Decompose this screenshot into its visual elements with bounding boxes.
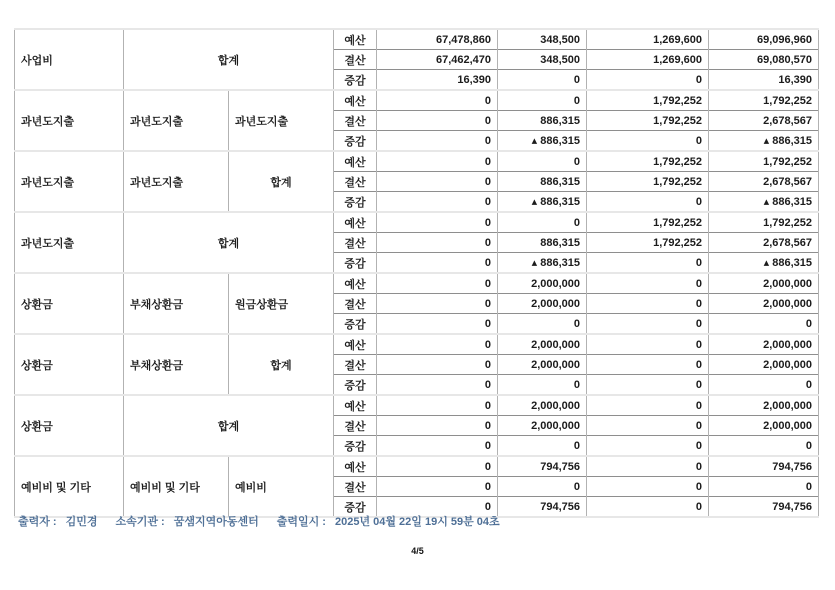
table-row: [15, 212, 819, 233]
amount-cell: 0: [498, 212, 587, 233]
category-cell: 과년도지출: [15, 151, 124, 212]
amount-cell: 0: [709, 375, 819, 396]
amount-cell: 67,478,860: [377, 29, 498, 50]
amount-cell: 0: [498, 314, 587, 335]
table-row: [15, 90, 819, 111]
amount-cell: 0: [587, 253, 709, 274]
amount-cell: 0: [587, 294, 709, 314]
category-cell: 과년도지출: [124, 90, 229, 151]
category-cell: 합계: [124, 212, 334, 273]
amount-cell: 1,792,252: [587, 233, 709, 253]
amount-cell: 2,000,000: [498, 273, 587, 294]
category-cell: 합계: [124, 29, 334, 90]
amount-cell: 0: [587, 273, 709, 294]
amount-cell: 1,792,252: [587, 90, 709, 111]
category-cell: 상환금: [15, 273, 124, 334]
amount-cell: 2,000,000: [709, 416, 819, 436]
row-type-label: 증감: [334, 497, 377, 518]
amount-cell: 2,000,000: [709, 273, 819, 294]
amount-cell: 0: [377, 233, 498, 253]
amount-cell: 2,678,567: [709, 233, 819, 253]
amount-cell: 0: [377, 436, 498, 457]
budget-settlement-table: [14, 28, 819, 518]
category-cell: 상환금: [15, 395, 124, 456]
amount-cell: 0: [587, 436, 709, 457]
row-type-label: 예산: [334, 151, 377, 172]
category-cell: 부채상환금: [124, 273, 229, 334]
amount-cell: 0: [709, 436, 819, 457]
printed-by-value: 김민경: [65, 516, 98, 528]
table-row: [15, 334, 819, 355]
amount-cell: 2,000,000: [498, 334, 587, 355]
category-cell: 예비비 및 기타: [124, 456, 229, 517]
print-footer: [18, 513, 500, 529]
amount-cell: 2,000,000: [498, 416, 587, 436]
row-type-label: 증감: [334, 375, 377, 396]
row-type-label: 증감: [334, 70, 377, 91]
amount-cell: 1,269,600: [587, 29, 709, 50]
row-type-label: 예산: [334, 90, 377, 111]
amount-cell: 16,390: [709, 70, 819, 91]
row-type-label: 예산: [334, 334, 377, 355]
amount-cell: 0: [709, 314, 819, 335]
amount-cell: 2,000,000: [498, 294, 587, 314]
amount-cell: 1,269,600: [587, 50, 709, 70]
amount-cell: 0: [498, 151, 587, 172]
amount-cell: ▴ 886,315: [498, 192, 587, 213]
amount-cell: 0: [377, 90, 498, 111]
category-cell: 과년도지출: [15, 90, 124, 151]
amount-cell: 886,315: [498, 233, 587, 253]
row-type-label: 증감: [334, 192, 377, 213]
amount-cell: 67,462,470: [377, 50, 498, 70]
amount-cell: 794,756: [498, 497, 587, 518]
amount-cell: 794,756: [709, 497, 819, 518]
row-type-label: 결산: [334, 294, 377, 314]
amount-cell: 2,678,567: [709, 172, 819, 192]
amount-cell: 0: [587, 314, 709, 335]
amount-cell: 0: [377, 192, 498, 213]
amount-cell: ▴ 886,315: [498, 253, 587, 274]
category-cell: 원금상환금: [229, 273, 334, 334]
amount-cell: 0: [587, 334, 709, 355]
amount-cell: 0: [377, 212, 498, 233]
amount-cell: 348,500: [498, 50, 587, 70]
printed-at-value: 2025년 04월 22일 19시 59분 04초: [334, 516, 500, 528]
amount-cell: 0: [377, 477, 498, 497]
amount-cell: 69,080,570: [709, 50, 819, 70]
amount-cell: 2,000,000: [709, 294, 819, 314]
amount-cell: 0: [587, 456, 709, 477]
page-indicator: 4/5: [411, 546, 424, 556]
row-type-label: 증감: [334, 436, 377, 457]
amount-cell: 0: [587, 131, 709, 152]
category-cell: 과년도지출: [124, 151, 229, 212]
amount-cell: 0: [498, 375, 587, 396]
row-type-label: 결산: [334, 233, 377, 253]
amount-cell: ▴ 886,315: [709, 253, 819, 274]
amount-cell: 0: [377, 334, 498, 355]
amount-cell: 0: [377, 497, 498, 518]
category-cell: 예비비 및 기타: [15, 456, 124, 517]
org-value: 꿈샘지역아동센터: [173, 516, 259, 528]
printed-by-label: 출력자 :: [18, 516, 57, 528]
table-row: [15, 29, 819, 50]
row-type-label: 예산: [334, 456, 377, 477]
table-row: [15, 151, 819, 172]
row-type-label: 결산: [334, 111, 377, 131]
amount-cell: 0: [377, 253, 498, 274]
amount-cell: 0: [498, 70, 587, 91]
amount-cell: 0: [498, 477, 587, 497]
amount-cell: 0: [587, 497, 709, 518]
amount-cell: 1,792,252: [587, 111, 709, 131]
amount-cell: 0: [587, 355, 709, 375]
row-type-label: 결산: [334, 416, 377, 436]
category-cell: 부채상환금: [124, 334, 229, 395]
amount-cell: 0: [587, 477, 709, 497]
row-type-label: 예산: [334, 29, 377, 50]
amount-cell: ▴ 886,315: [498, 131, 587, 152]
org-label: 소속기관 :: [115, 516, 165, 528]
amount-cell: 348,500: [498, 29, 587, 50]
amount-cell: 1,792,252: [587, 172, 709, 192]
category-cell: 합계: [229, 151, 334, 212]
amount-cell: 794,756: [498, 456, 587, 477]
amount-cell: 1,792,252: [587, 151, 709, 172]
amount-cell: 0: [377, 314, 498, 335]
amount-cell: 1,792,252: [709, 151, 819, 172]
row-type-label: 증감: [334, 314, 377, 335]
amount-cell: 0: [709, 477, 819, 497]
amount-cell: 0: [587, 395, 709, 416]
amount-cell: 0: [587, 70, 709, 91]
amount-cell: 0: [377, 375, 498, 396]
amount-cell: 0: [377, 416, 498, 436]
row-type-label: 결산: [334, 477, 377, 497]
amount-cell: 794,756: [709, 456, 819, 477]
row-type-label: 결산: [334, 172, 377, 192]
budget-settlement-table-wrap: [14, 28, 818, 518]
amount-cell: 2,000,000: [498, 395, 587, 416]
amount-cell: 0: [377, 395, 498, 416]
category-cell: 예비비: [229, 456, 334, 517]
category-cell: 사업비: [15, 29, 124, 90]
table-row: [15, 456, 819, 477]
table-row: [15, 273, 819, 294]
amount-cell: 0: [498, 90, 587, 111]
row-type-label: 증감: [334, 131, 377, 152]
amount-cell: 0: [377, 273, 498, 294]
printed-at-label: 출력일시 :: [276, 516, 326, 528]
row-type-label: 예산: [334, 273, 377, 294]
category-cell: 과년도지출: [15, 212, 124, 273]
amount-cell: 0: [377, 355, 498, 375]
amount-cell: 2,000,000: [709, 355, 819, 375]
amount-cell: 0: [377, 294, 498, 314]
amount-cell: 1,792,252: [587, 212, 709, 233]
amount-cell: 0: [498, 436, 587, 457]
table-row: [15, 395, 819, 416]
amount-cell: 2,000,000: [709, 395, 819, 416]
amount-cell: ▴ 886,315: [709, 192, 819, 213]
amount-cell: 2,000,000: [709, 334, 819, 355]
amount-cell: 0: [377, 111, 498, 131]
amount-cell: 0: [587, 375, 709, 396]
amount-cell: ▴ 886,315: [709, 131, 819, 152]
row-type-label: 예산: [334, 212, 377, 233]
amount-cell: 16,390: [377, 70, 498, 91]
amount-cell: 1,792,252: [709, 90, 819, 111]
amount-cell: 0: [587, 192, 709, 213]
amount-cell: 0: [377, 151, 498, 172]
amount-cell: 69,096,960: [709, 29, 819, 50]
row-type-label: 결산: [334, 50, 377, 70]
amount-cell: 0: [587, 416, 709, 436]
amount-cell: 886,315: [498, 172, 587, 192]
category-cell: 과년도지출: [229, 90, 334, 151]
amount-cell: 0: [377, 172, 498, 192]
report-table-body: [15, 29, 819, 517]
category-cell: 상환금: [15, 334, 124, 395]
amount-cell: 2,000,000: [498, 355, 587, 375]
category-cell: 합계: [229, 334, 334, 395]
amount-cell: 0: [377, 456, 498, 477]
amount-cell: 0: [377, 131, 498, 152]
amount-cell: 2,678,567: [709, 111, 819, 131]
row-type-label: 결산: [334, 355, 377, 375]
category-cell: 합계: [124, 395, 334, 456]
row-type-label: 예산: [334, 395, 377, 416]
amount-cell: 1,792,252: [709, 212, 819, 233]
amount-cell: 886,315: [498, 111, 587, 131]
row-type-label: 증감: [334, 253, 377, 274]
